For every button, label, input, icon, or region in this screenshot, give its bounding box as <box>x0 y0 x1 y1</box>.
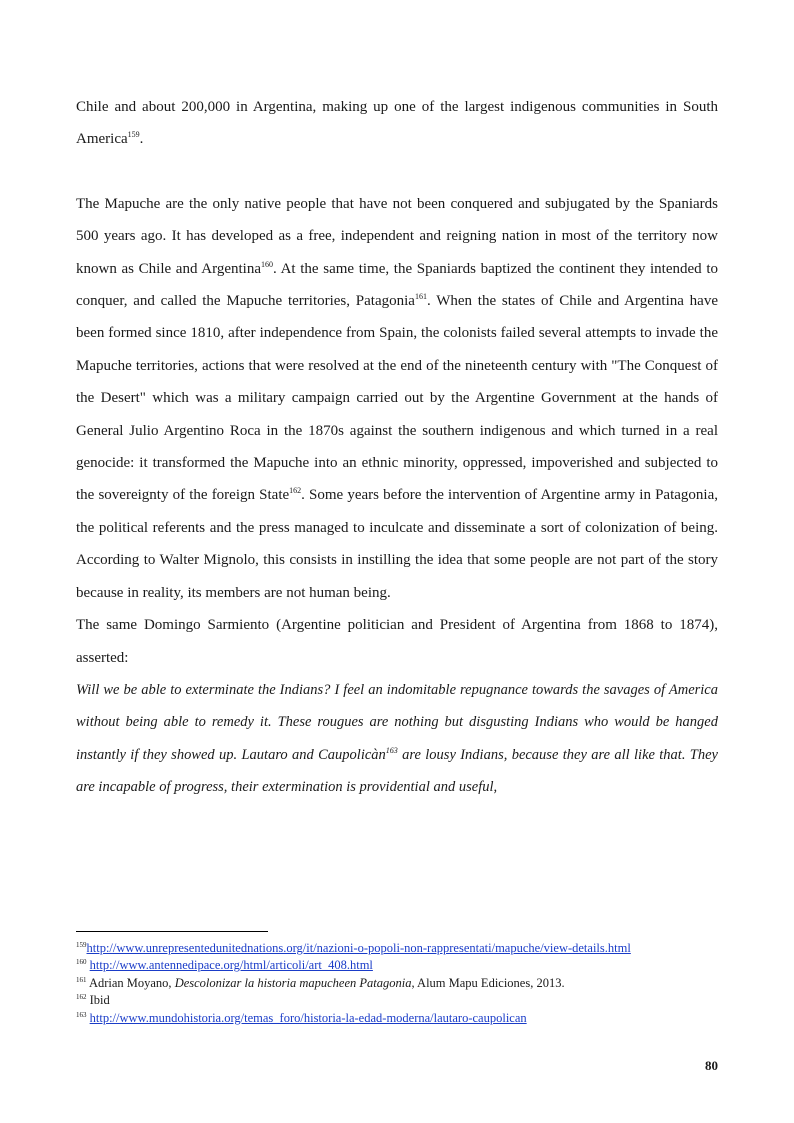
footnote-link[interactable]: http://www.mundohistoria.org/temas_foro/historia-la-edad-moderna/lautaro-caupolican <box>89 1010 527 1025</box>
paragraph-1 <box>76 91 718 156</box>
footnote-divider <box>76 931 268 932</box>
footnote-number: 162 <box>76 993 87 1002</box>
footnote-number: 159 <box>76 940 87 949</box>
footnote-162 <box>76 992 718 1009</box>
quote-paragraph <box>76 674 718 804</box>
quote-text-1: Will we be able to exterminate the Indians? I feel an indomitable repugnance towards the savages of America without being able to remedy it. These rougues are nothing but disgusting Indians who would be hanged instantly if they showed up. Lautaro and Caupolicàn <box>76 681 718 763</box>
page-body <box>76 91 718 804</box>
paragraph-1-text: Chile and about 200,000 in Argentina, making up one of the largest indigenous communities in South America <box>76 99 718 148</box>
footnote-number: 163 <box>76 1010 87 1019</box>
footnote-ref-159[interactable]: 159 <box>127 130 140 140</box>
footnote-number: 160 <box>76 958 87 967</box>
footnote-author: Adrian Moyano, <box>88 975 175 990</box>
footnotes <box>76 940 718 1027</box>
footnote-text: Ibid <box>89 993 110 1008</box>
footnote-161 <box>76 975 718 992</box>
paragraph-2-text-3: . When the states of Chile and Argentina have been formed since 1810, after independence from Spain, the colonists failed several attempts to invade the Mapuche territories, actions that were resolved at the end of the nineteenth century with "The Conquest of the Desert" which was a military campaign carried out by the Argentine Government at the hands of General Julio Argentino Roca in the 1870s against the southern indigenous and which turned in a real genocide: it transformed the Mapuche into an ethnic minority, oppressed, impoverished and subjected to the sovereignty of the foreign State <box>76 293 718 504</box>
footnote-link[interactable]: http://www.unrepresentedunitednations.org/it/nazioni-o-popoli-non-rappresentati/mapuche/view-details.html <box>86 941 631 955</box>
footnote-number: 161 <box>76 975 87 984</box>
footnote-ref-162[interactable]: 162 <box>289 486 302 496</box>
footnote-ref-160[interactable]: 160 <box>261 259 274 269</box>
paragraph-2-text-4: . Some years before the intervention of Argentine army in Patagonia, the political referents and the press managed to inculcate and disseminate a sort of colonization of being. According to Walter Mignolo, this consists in instilling the idea that some people are not part of the story because in reality, its members are not human being. <box>76 487 718 601</box>
footnote-link[interactable]: http://www.antennedipace.org/html/articoli/art_408.html <box>89 958 373 973</box>
paragraph-2-text-1: The Mapuche are the only native people that have not been conquered and subjugated by the Spaniards 500 years ago. It has developed as a free, independent and reigning nation in most of the territory now known as Chile and Argentina <box>76 195 718 277</box>
footnote-160 <box>76 957 718 974</box>
paragraph-2-text-2: . At the same time, the Spaniards baptized the continent they intended to conquer, and called the Mapuche territories, Patagonia <box>76 260 718 310</box>
quote-text-2: are lousy Indians, because they are all like that. They are incapable of progress, their extermination is providential and useful, <box>76 746 718 796</box>
paragraph-2 <box>76 188 718 609</box>
footnote-159 <box>76 940 718 957</box>
footnote-publisher: , Alum Mapu Ediciones, 2013. <box>411 975 565 990</box>
paragraph-3: The same Domingo Sarmiento (Argentine politician and President of Argentina from 1868 to 1874), asserted: <box>76 617 718 666</box>
footnote-book-title: Descolonizar la historia mapucheen Patagonia <box>174 975 412 990</box>
page-number: 80 <box>705 1058 718 1073</box>
paragraph-1-tail: . <box>139 131 144 148</box>
footnote-163 <box>76 1010 718 1027</box>
footnote-ref-163[interactable]: 163 <box>385 745 398 755</box>
footnote-ref-161[interactable]: 161 <box>414 292 427 302</box>
